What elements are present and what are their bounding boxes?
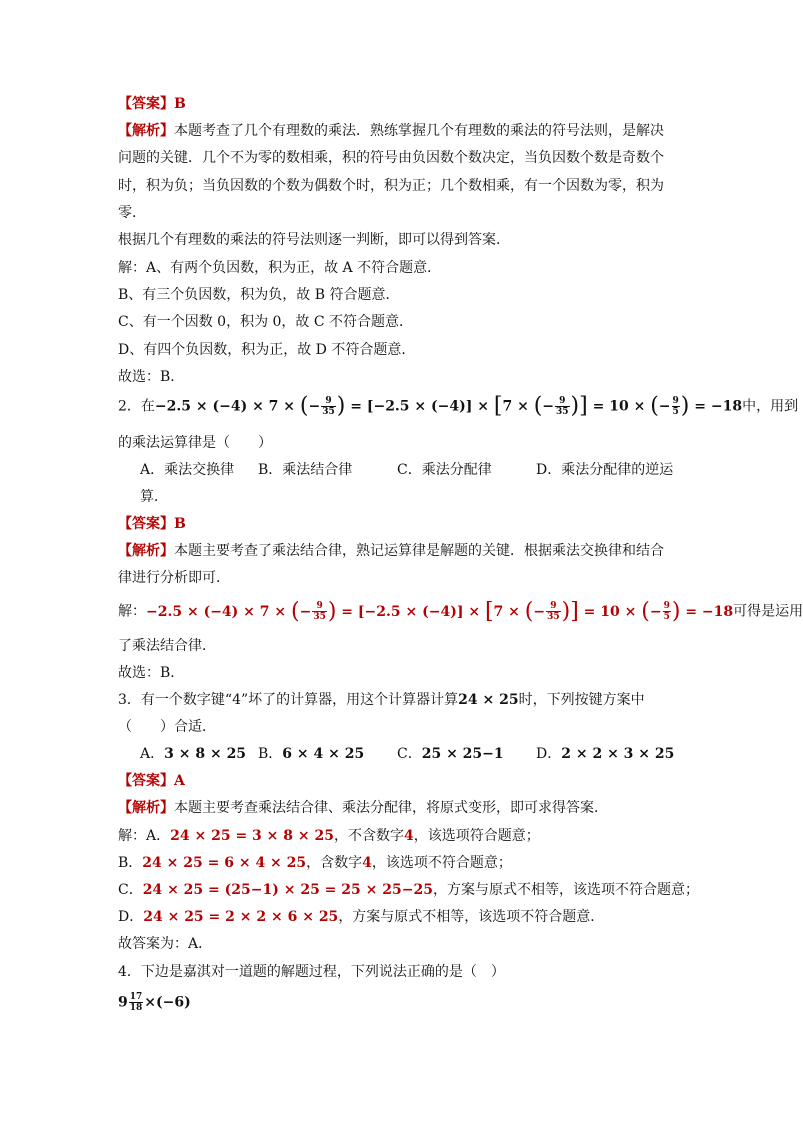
q1-solution-line-3: C、有一个因数 0，积为 0，故 C 不符合题意． xyxy=(118,314,414,330)
q2-fraction-1b: $\frac{9}{35}$ xyxy=(556,396,569,417)
q2-choose-line: 故选：B． xyxy=(118,665,185,681)
q2-sol-fraction-1: $\frac{9}{35}$ xyxy=(313,601,326,622)
q2-sol-fraction-2: $\frac{9}{5}$ xyxy=(663,601,670,622)
q2-analysis-line-2: 律进行分析即可． xyxy=(118,570,230,586)
q4-expression: 9 $\frac{17}{18}$ ×(−6) xyxy=(118,992,191,1013)
q3-answer-line: 【答案】A xyxy=(118,773,185,789)
q3-option-a: A．3 × 8 × 25 xyxy=(140,746,247,762)
q2-option-d-cont: 算． xyxy=(140,489,168,505)
q3-option-d: D．2 × 2 × 3 × 25 xyxy=(536,746,675,762)
q1-analysis-line-5: 根据几个有理数的乘法的符号法则逐一判断，即可以得到答案． xyxy=(118,232,510,248)
q2-option-d: D．乘法分配律的逆运 xyxy=(536,462,674,478)
q2-sol-fraction-1b: $\frac{9}{35}$ xyxy=(547,601,560,622)
q2-fraction-2: $\frac{9}{5}$ xyxy=(672,396,679,417)
q1-solution-line-1: 解：A、有两个负因数，积为正，故 A 不符合题意． xyxy=(118,260,442,276)
q2-option-a: A．乘法交换律 xyxy=(140,462,235,478)
q2-analysis-line-1: 【解析】本题主要考查了乘法结合律，熟记运算律是解题的关键．根据乘法交换律和结合 xyxy=(118,543,664,559)
q2-solution-line: 解：−2.5 × (−4) × 7 × (− $\frac{9}{35}$ ) = [−2.5 × (−4)] × [7 × (− $\frac{9}{35}$ )] = 10 × (− $\frac{9}{5}$ ) = −18可得是运用 xyxy=(118,598,803,624)
q2-option-c: C．乘法分配律 xyxy=(397,462,492,478)
q3-analysis-line: 【解析】本题主要考查乘法结合律、乘法分配律，将原式变形，即可求得答案． xyxy=(118,800,608,816)
q1-analysis-line-1: 【解析】本题考查了几个有理数的乘法．熟练掌握几个有理数的乘法的符号法则，是解决 xyxy=(118,123,664,139)
q3-option-c: C．25 × 25−1 xyxy=(397,746,504,762)
q2-solution-line-2: 了乘法结合律． xyxy=(118,638,216,654)
q1-answer-line: 【答案】B xyxy=(118,96,186,112)
q3-solution-b: B．24 × 25 = 6 × 4 × 25，含数字4，该选项不符合题意； xyxy=(118,855,512,871)
q3-option-b: B．6 × 4 × 25 xyxy=(258,746,365,762)
q2-option-b: B．乘法结合律 xyxy=(258,462,353,478)
q3-final-line: 故答案为：A． xyxy=(118,936,213,952)
q1-analysis-line-4: 零． xyxy=(118,205,146,221)
q3-question-line-1: 3．有一个数字键“4”坏了的计算器，用这个计算器计算24 × 25时，下列按键方案中 xyxy=(118,692,645,708)
q3-solution-d: D．24 × 25 = 2 × 2 × 6 × 25，方案与原式不相等，该选项不符合题意． xyxy=(118,909,605,925)
q3-solution-c: C．24 × 25 = (25−1) × 25 = 25 × 25−25，方案与原式不相等，该选项不符合题意； xyxy=(118,882,699,898)
q3-solution-a: 解：A．24 × 25 = 3 × 8 × 25，不含数字4，该选项符合题意； xyxy=(118,828,540,844)
q1-analysis-line-2: 问题的关键．几个不为零的数相乘，积的符号由负因数个数决定，当负因数个数是奇数个 xyxy=(118,150,664,166)
q4-question-line: 4．下边是嘉淇对一道题的解题过程，下列说法正确的是（ ） xyxy=(118,964,505,980)
q2-fraction-1: $\frac{9}{35}$ xyxy=(322,396,335,417)
q1-solution-line-4: D、有四个负因数，积为正，故 D 不符合题意． xyxy=(118,342,416,358)
q2-answer-line: 【答案】B xyxy=(118,516,186,532)
q2-question-line-1: 2．在−2.5 × (−4) × 7 × (− $\frac{9}{35}$ ) = [−2.5 × (−4)] × [7 × (− $\frac{9}{35}$ )] = 10 × (− $\frac{9}{5}$ ) = −18中，用到 xyxy=(118,393,799,419)
q3-question-line-2: （ ）合适． xyxy=(118,719,216,735)
q1-solution-line-2: B、有三个负因数，积为负，故 B 符合题意． xyxy=(118,287,400,303)
q1-analysis-line-3: 时，积为负；当负因数的个数为偶数个时，积为正；几个数相乘，有一个因数为零，积为 xyxy=(118,178,664,194)
q2-question-line-2: 的乘法运算律是（ ） xyxy=(118,435,272,451)
q4-fraction: $\frac{17}{18}$ xyxy=(129,992,143,1013)
q1-choose-line: 故选：B． xyxy=(118,369,185,385)
